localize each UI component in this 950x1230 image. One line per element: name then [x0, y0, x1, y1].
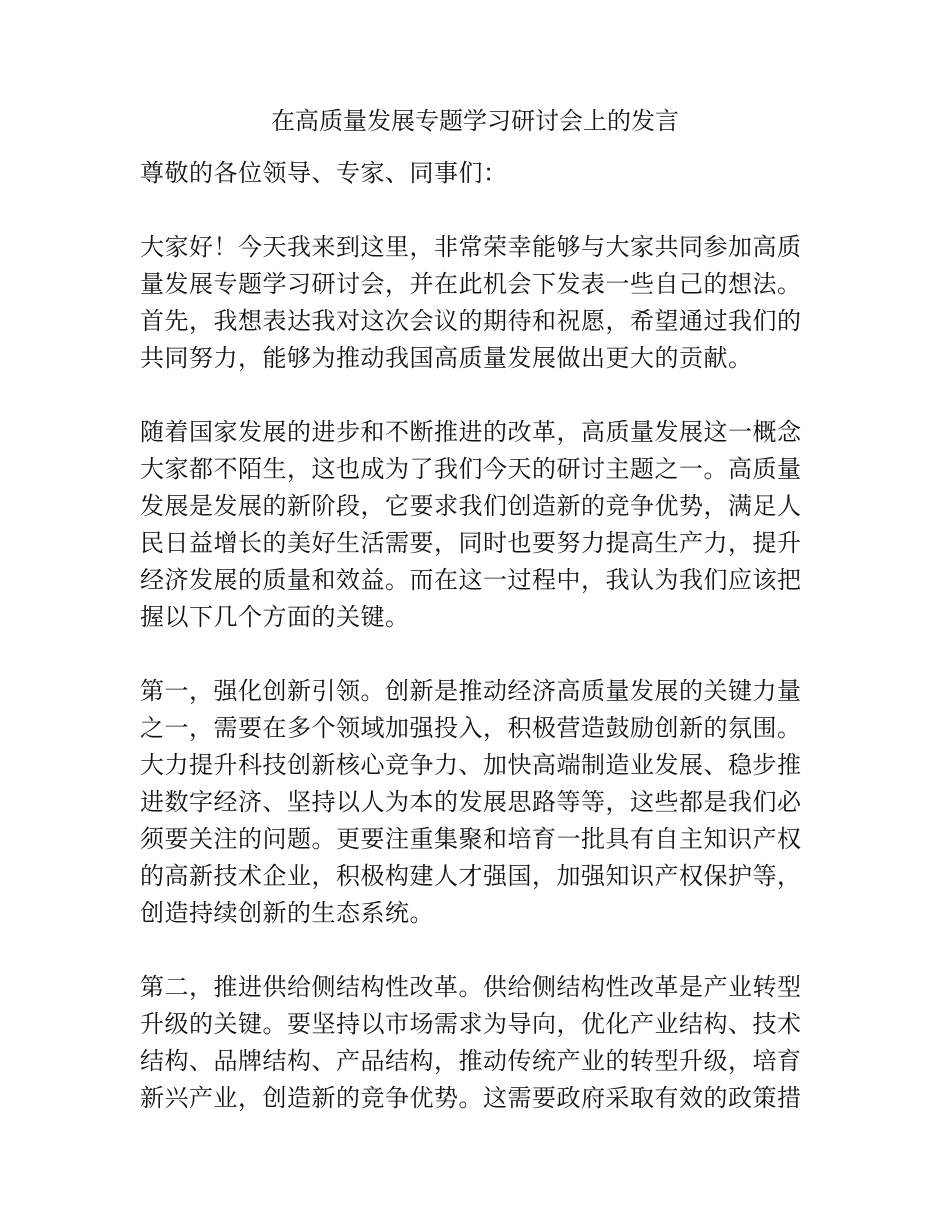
paragraph-line: 握以下几个方面的关键。 [140, 603, 410, 631]
paragraph-line: 升级的关键。要坚持以市场需求为导向，优化产业结构、技术 [140, 1010, 802, 1038]
document-title: 在高质量发展专题学习研讨会上的发言 [271, 107, 679, 135]
paragraph-2 [140, 414, 820, 636]
paragraph-3 [140, 673, 820, 932]
paragraph-line: 须要关注的问题。更要注重集聚和培育一批具有自主知识产权 [140, 825, 802, 853]
paragraph-line: 创造持续创新的生态系统。 [140, 899, 434, 927]
paragraph-line: 共同努力，能够为推动我国高质量发展做出更大的贡献。 [140, 344, 753, 372]
paragraph-line: 首先，我想表达我对这次会议的期待和祝愿，希望通过我们的 [140, 307, 802, 335]
paragraph-line: 进数字经济、坚持以人为本的发展思路等等，这些都是我们必 [140, 788, 802, 816]
paragraph-gap [140, 192, 820, 229]
salutation: 尊敬的各位领导、专家、同事们： [140, 159, 508, 187]
paragraph-gap [140, 377, 820, 414]
paragraph-line: 发展是发展的新阶段，它要求我们创造新的竞争优势，满足人 [140, 492, 802, 520]
paragraph-line: 经济发展的质量和效益。而在这一过程中，我认为我们应该把 [140, 566, 802, 594]
paragraph-line: 第二，推进供给侧结构性改革。供给侧结构性改革是产业转型 [140, 973, 802, 1001]
paragraph-line: 第一，强化创新引领。创新是推动经济高质量发展的关键力量 [140, 677, 802, 705]
paragraph-line: 大家都不陌生，这也成为了我们今天的研讨主题之一。高质量 [140, 455, 802, 483]
paragraph-line: 结构、品牌结构、产品结构，推动传统产业的转型升级，培育 [140, 1047, 802, 1075]
paragraph-line: 之一，需要在多个领域加强投入，积极营造鼓励创新的氛围。 [140, 714, 802, 742]
paragraph-1 [140, 229, 820, 377]
paragraph-line: 大家好！今天我来到这里，非常荣幸能够与大家共同参加高质 [140, 233, 802, 261]
paragraph-4 [140, 969, 820, 1117]
paragraph-line: 新兴产业，创造新的竞争优势。这需要政府采取有效的政策措 [140, 1084, 802, 1112]
paragraph-line: 大力提升科技创新核心竞争力、加快高端制造业发展、稳步推 [140, 751, 802, 779]
paragraph-line: 量发展专题学习研讨会，并在此机会下发表一些自己的想法。 [140, 270, 802, 298]
paragraph-gap [140, 636, 820, 673]
paragraph-gap [140, 932, 820, 969]
paragraph-line: 民日益增长的美好生活需要，同时也要努力提高生产力，提升 [140, 529, 802, 557]
paragraph-line: 的高新技术企业，积极构建人才强国，加强知识产权保护等， [140, 862, 802, 890]
document-body [140, 155, 820, 1117]
paragraph-line: 随着国家发展的进步和不断推进的改革，高质量发展这一概念 [140, 418, 802, 446]
